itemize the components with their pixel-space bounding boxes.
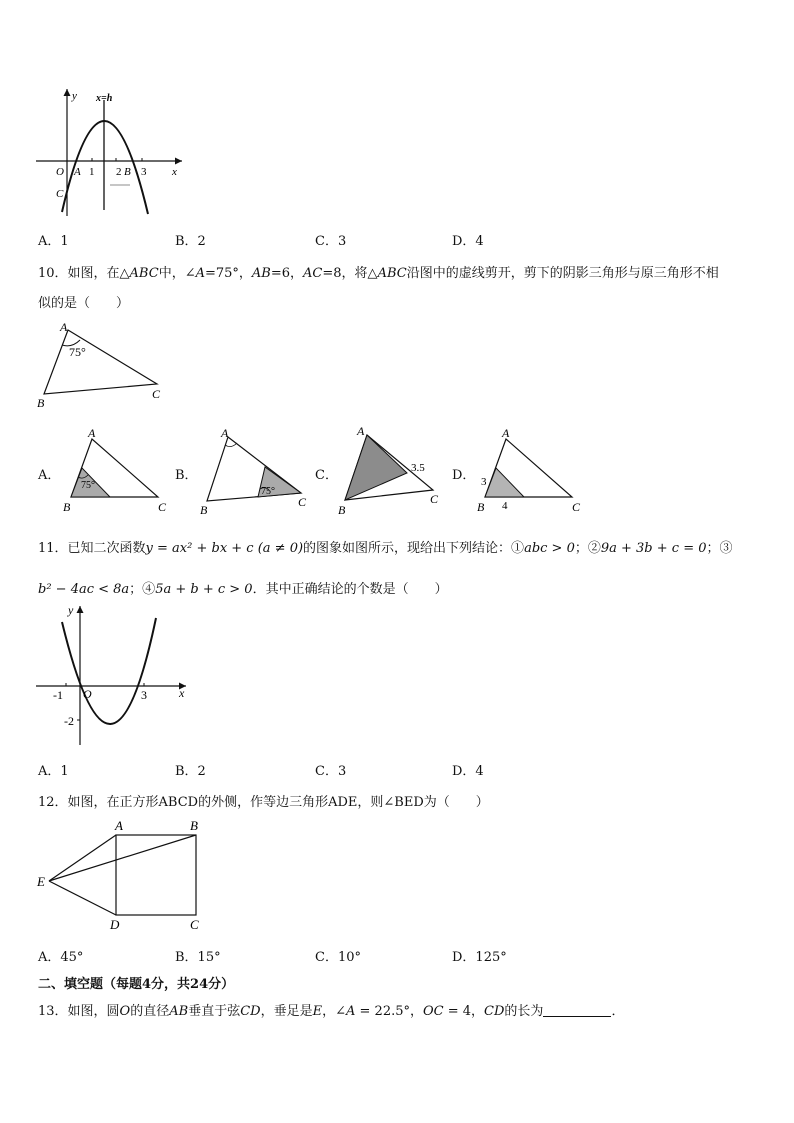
- svg-text:A: A: [502, 426, 510, 440]
- q11-parabola-graph: [34, 600, 194, 750]
- x-label: x: [179, 686, 185, 700]
- main-c-label: C: [152, 387, 161, 401]
- svg-text:C: C: [298, 495, 307, 509]
- svg-text:A: A: [88, 426, 96, 440]
- q10-text-line1: 10．如图，在△ABC中，∠A=75°，AB=6，AC=8，将△ABC沿图中的虚线剪开，剪下的阴影三角形与原三角形不相: [38, 266, 719, 281]
- q10-option-c-figure[interactable]: [335, 422, 450, 517]
- q10-option-d-figure[interactable]: [472, 425, 590, 515]
- svg-text:C: C: [572, 500, 581, 514]
- svg-text:A: A: [357, 424, 365, 438]
- svg-text:C: C: [430, 492, 439, 506]
- point-b-label: B: [190, 818, 198, 833]
- y-label: y: [68, 603, 74, 617]
- svg-text:B: B: [477, 500, 485, 514]
- svg-text:C: C: [158, 500, 167, 514]
- axis-line-label: x=h: [96, 93, 113, 104]
- main-a-label: A: [60, 320, 68, 334]
- main-angle-label: 75°: [69, 345, 86, 359]
- svg-text:75°: 75°: [261, 486, 275, 497]
- answer-blank[interactable]: [543, 1004, 611, 1017]
- point-c-label: C: [56, 188, 64, 200]
- svg-text:75°: 75°: [81, 480, 95, 491]
- q9-option-c[interactable]: C．3: [315, 234, 347, 249]
- q10-option-b-figure[interactable]: [195, 425, 313, 515]
- q11-option-c[interactable]: C．3: [315, 764, 347, 779]
- q9-option-d[interactable]: D．4: [452, 234, 484, 249]
- q12-option-c[interactable]: C．10°: [315, 950, 361, 965]
- three-label: 3: [141, 688, 147, 702]
- q10-main-triangle: [34, 318, 174, 413]
- q12-option-d[interactable]: D．125°: [452, 950, 507, 965]
- q11-option-b[interactable]: B．2: [175, 764, 206, 779]
- point-c-label: C: [190, 917, 199, 932]
- point-a-label: A: [74, 166, 81, 178]
- q10-option-d-letter[interactable]: D．: [452, 468, 476, 483]
- point-b-label: B: [124, 166, 131, 178]
- tick-2-label: 2: [116, 166, 122, 178]
- q11-text-line2: b² − 4ac < 8a；④5a + b + c > 0．其中正确结论的个数是（ ）: [38, 582, 448, 597]
- q11-option-a[interactable]: A．1: [38, 764, 69, 779]
- point-e-label: E: [37, 874, 45, 889]
- y-label: y: [72, 90, 77, 102]
- q10-option-a-letter[interactable]: A．: [38, 468, 61, 483]
- q9-option-a[interactable]: A．1: [38, 234, 69, 249]
- tick-1-label: 1: [89, 166, 95, 178]
- svg-text:B: B: [63, 500, 71, 514]
- svg-text:3: 3: [481, 476, 487, 488]
- tick-3-label: 3: [141, 166, 147, 178]
- q11-text-line1: 11．已知二次函数y = ax² + bx + c (a ≠ 0)的图象如图所示，现给出下列结论：①abc > 0；②9a + 3b + c = 0；③: [38, 541, 733, 556]
- q11-option-d[interactable]: D．4: [452, 764, 484, 779]
- q12-text: 12．如图，在正方形ABCD的外侧，作等边三角形ADE，则∠BED为（ ）: [38, 795, 489, 810]
- point-d-label: D: [110, 917, 120, 932]
- main-b-label: B: [37, 396, 45, 410]
- origin-label: O: [83, 687, 92, 701]
- origin-label: O: [56, 166, 64, 178]
- svg-text:B: B: [338, 503, 346, 517]
- svg-text:4: 4: [502, 500, 508, 512]
- q12-option-b[interactable]: B．15°: [175, 950, 221, 965]
- q12-option-a[interactable]: A．45°: [38, 950, 84, 965]
- point-a-label: A: [115, 818, 123, 833]
- q12-square-figure: [34, 817, 209, 935]
- q9-parabola-graph: [34, 84, 194, 219]
- neg2-label: -2: [64, 714, 74, 728]
- q10-text-line2: 似的是（ ）: [38, 296, 130, 311]
- q10-option-a-figure[interactable]: [58, 425, 173, 515]
- q10-option-b-letter[interactable]: B．: [175, 468, 198, 483]
- svg-text:B: B: [200, 503, 208, 515]
- q10-option-c-letter[interactable]: C．: [315, 468, 338, 483]
- x-label: x: [172, 166, 177, 178]
- svg-text:A: A: [221, 426, 229, 440]
- section-2-title: 二、填空题（每题4分，共24分）: [38, 977, 235, 992]
- neg1-label: -1: [53, 688, 63, 702]
- svg-text:3.5: 3.5: [411, 462, 425, 474]
- q13-text: 13．如图，圆O的直径AB垂直于弦CD，垂足是E，∠A = 22.5°，OC = 4，CD的长为 ．: [38, 1004, 625, 1019]
- q9-option-b[interactable]: B．2: [175, 234, 206, 249]
- parabola-curve: [62, 618, 156, 724]
